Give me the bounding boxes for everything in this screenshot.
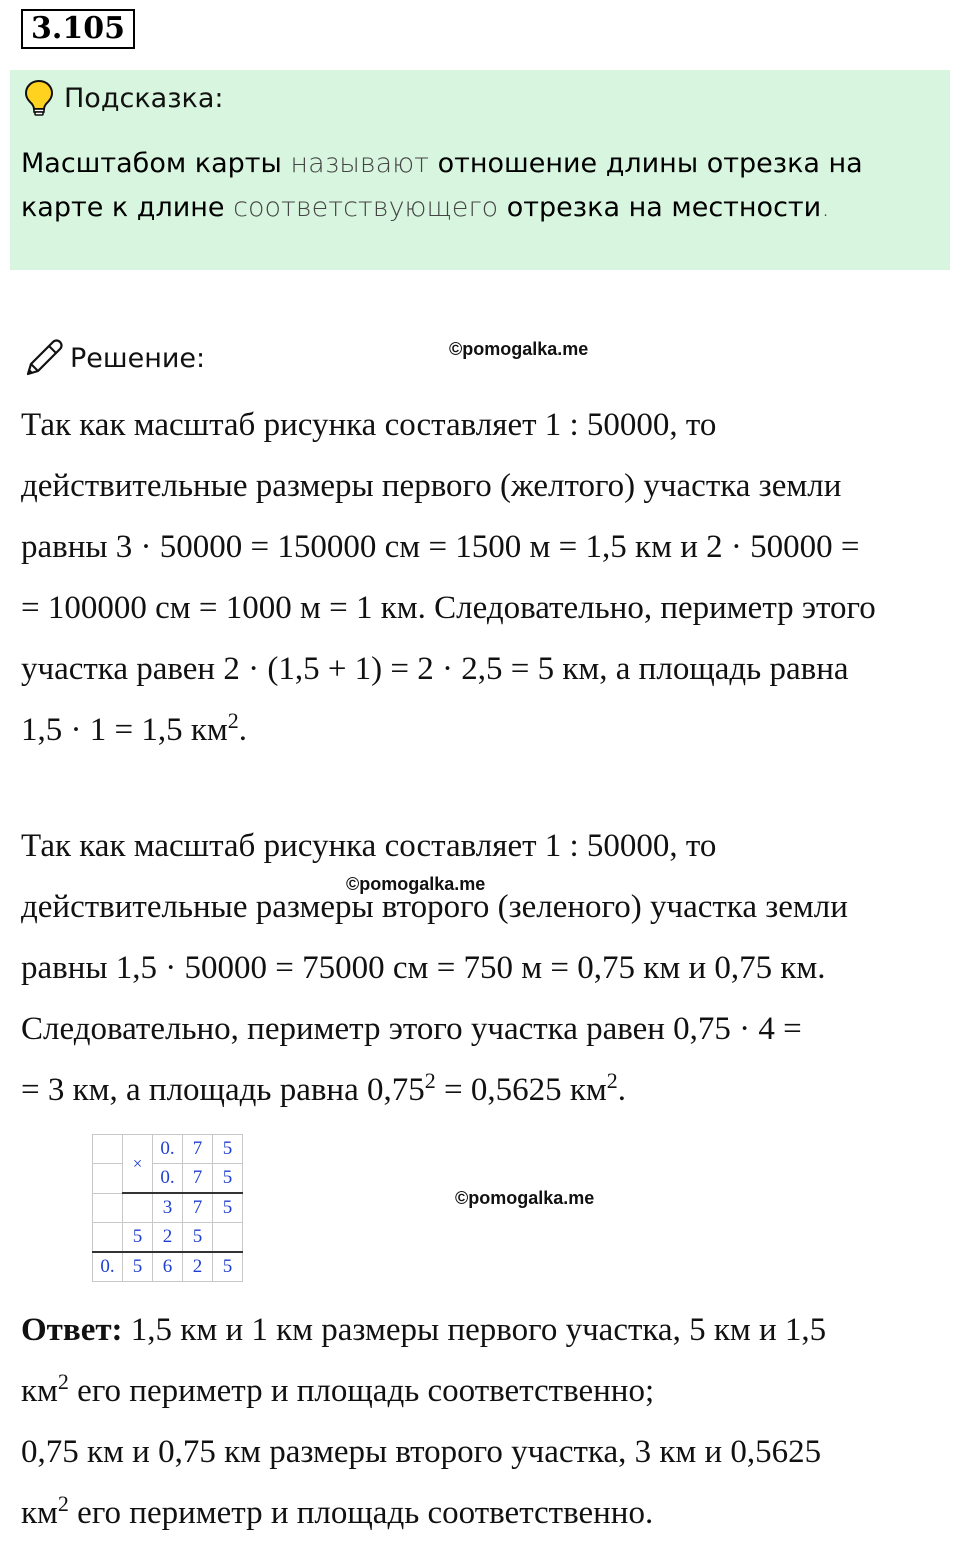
text-line: действительные размеры первого (желтого) участка земли [21,468,842,504]
hint-segment: называют [281,148,438,179]
superscript: 2 [606,1068,618,1093]
text-line: Следовательно, периметр этого участка равен 0,75 · 4 = [21,1011,802,1047]
calc-cell: 5 [213,1193,243,1223]
text-line [21,1060,951,1121]
watermark: ©pomogalka.me [449,339,589,359]
watermark: ©pomogalka.me [455,1188,595,1208]
hint-segment: . [821,192,830,223]
calc-cell: 5 [183,1223,213,1253]
solution-title: Решение: [70,342,206,374]
superscript: 2 [57,1491,69,1516]
text-span: его периметр и площадь соответственно. [68,1495,654,1531]
calc-cell: 7 [183,1135,213,1164]
hint-segment: отрезка на местности [506,192,822,223]
calc-cell: 5 [213,1164,243,1194]
answer-block [21,1300,951,1544]
calc-row [93,1164,243,1194]
calc-cell [93,1164,123,1194]
hint-header [24,80,224,116]
calc-row [93,1252,243,1282]
solution-paragraph-2 [21,816,951,1121]
text-line: 0,75 км и 0,75 км размеры второго участка, 3 км и 0,5625 [21,1434,822,1470]
calc-cell: 0. [93,1252,123,1282]
calc-cell: 0. [153,1135,183,1164]
text-line [21,700,951,761]
calc-cell [93,1193,123,1223]
calc-row [93,1135,243,1164]
superscript: 2 [424,1068,436,1093]
calc-cell: 5 [123,1223,153,1253]
text-line: равны 1,5 · 50000 = 75000 см = 750 м = 0,75 км и 0,75 км. [21,950,826,986]
superscript: 2 [227,708,239,733]
hint-segment: карте к длине [21,192,225,223]
hint-segment: соответствующего [224,192,507,223]
text-line: равны 3 · 50000 = 150000 см = 1500 м = 1,5 км и 2 · 50000 = [21,529,860,565]
calc-cell: 5 [213,1252,243,1282]
watermark: ©pomogalka.me [346,874,486,894]
text-line [21,1361,951,1422]
text-span: . [238,712,248,748]
text-span: км [21,1373,58,1409]
calc-cell: 6 [153,1252,183,1282]
calc-cell [123,1193,153,1223]
calc-row [93,1193,243,1223]
calc-cell: 0. [153,1164,183,1194]
problem-number: 3.105 [21,9,135,49]
calc-cell: 7 [183,1164,213,1194]
multiplication-table [92,1134,243,1282]
solution-header [24,338,205,378]
text-line: Так как масштаб рисунка составляет 1 : 50000, то [21,407,717,443]
calc-row [93,1223,243,1253]
hint-line-1 [21,142,926,186]
lightbulb-icon [24,79,54,117]
pencil-icon [24,338,64,378]
text-span: км [21,1495,58,1531]
solution-paragraph-1 [21,395,951,761]
hint-line-2 [21,186,926,230]
hint-title: Подсказка: [64,82,224,114]
multiply-sign: × [123,1135,153,1194]
calc-cell: 5 [123,1252,153,1282]
text-line: участка равен 2 · (1,5 + 1) = 2 · 2,5 = 5 км, а площадь равна [21,651,849,687]
text-line [21,1300,951,1361]
calc-cell: 5 [213,1135,243,1164]
text-span: его периметр и площадь соответственно; [68,1373,655,1409]
hint-text [21,142,926,230]
hint-segment: отношение длины отрезка на [437,148,863,179]
calc-cell: 7 [183,1193,213,1223]
text-span: . [617,1072,627,1108]
calc-cell: 3 [153,1193,183,1223]
text-span: 1,5 · 1 = 1,5 км [21,712,228,748]
text-span: = 0,5625 км [435,1072,607,1108]
calc-cell: 2 [153,1223,183,1253]
calc-cell [93,1135,123,1164]
text-line: действительные размеры второго (зеленого) участка земли [21,889,848,925]
calc-cell: 2 [183,1252,213,1282]
text-line: Так как масштаб рисунка составляет 1 : 50000, то [21,828,717,864]
text-line [21,1483,951,1544]
calc-cell [213,1223,243,1253]
text-span: = 3 км, а площадь равна 0,75 [21,1072,425,1108]
answer-label: Ответ: [21,1312,123,1348]
text-line: = 100000 см = 1000 м = 1 км. Следовательно, периметр этого [21,590,876,626]
hint-box [10,70,950,270]
calc-cell [93,1223,123,1253]
hint-segment: Масштабом карты [21,148,282,179]
superscript: 2 [57,1369,69,1394]
text-span: 1,5 км и 1 км размеры первого участка, 5 км и 1,5 [122,1312,827,1348]
